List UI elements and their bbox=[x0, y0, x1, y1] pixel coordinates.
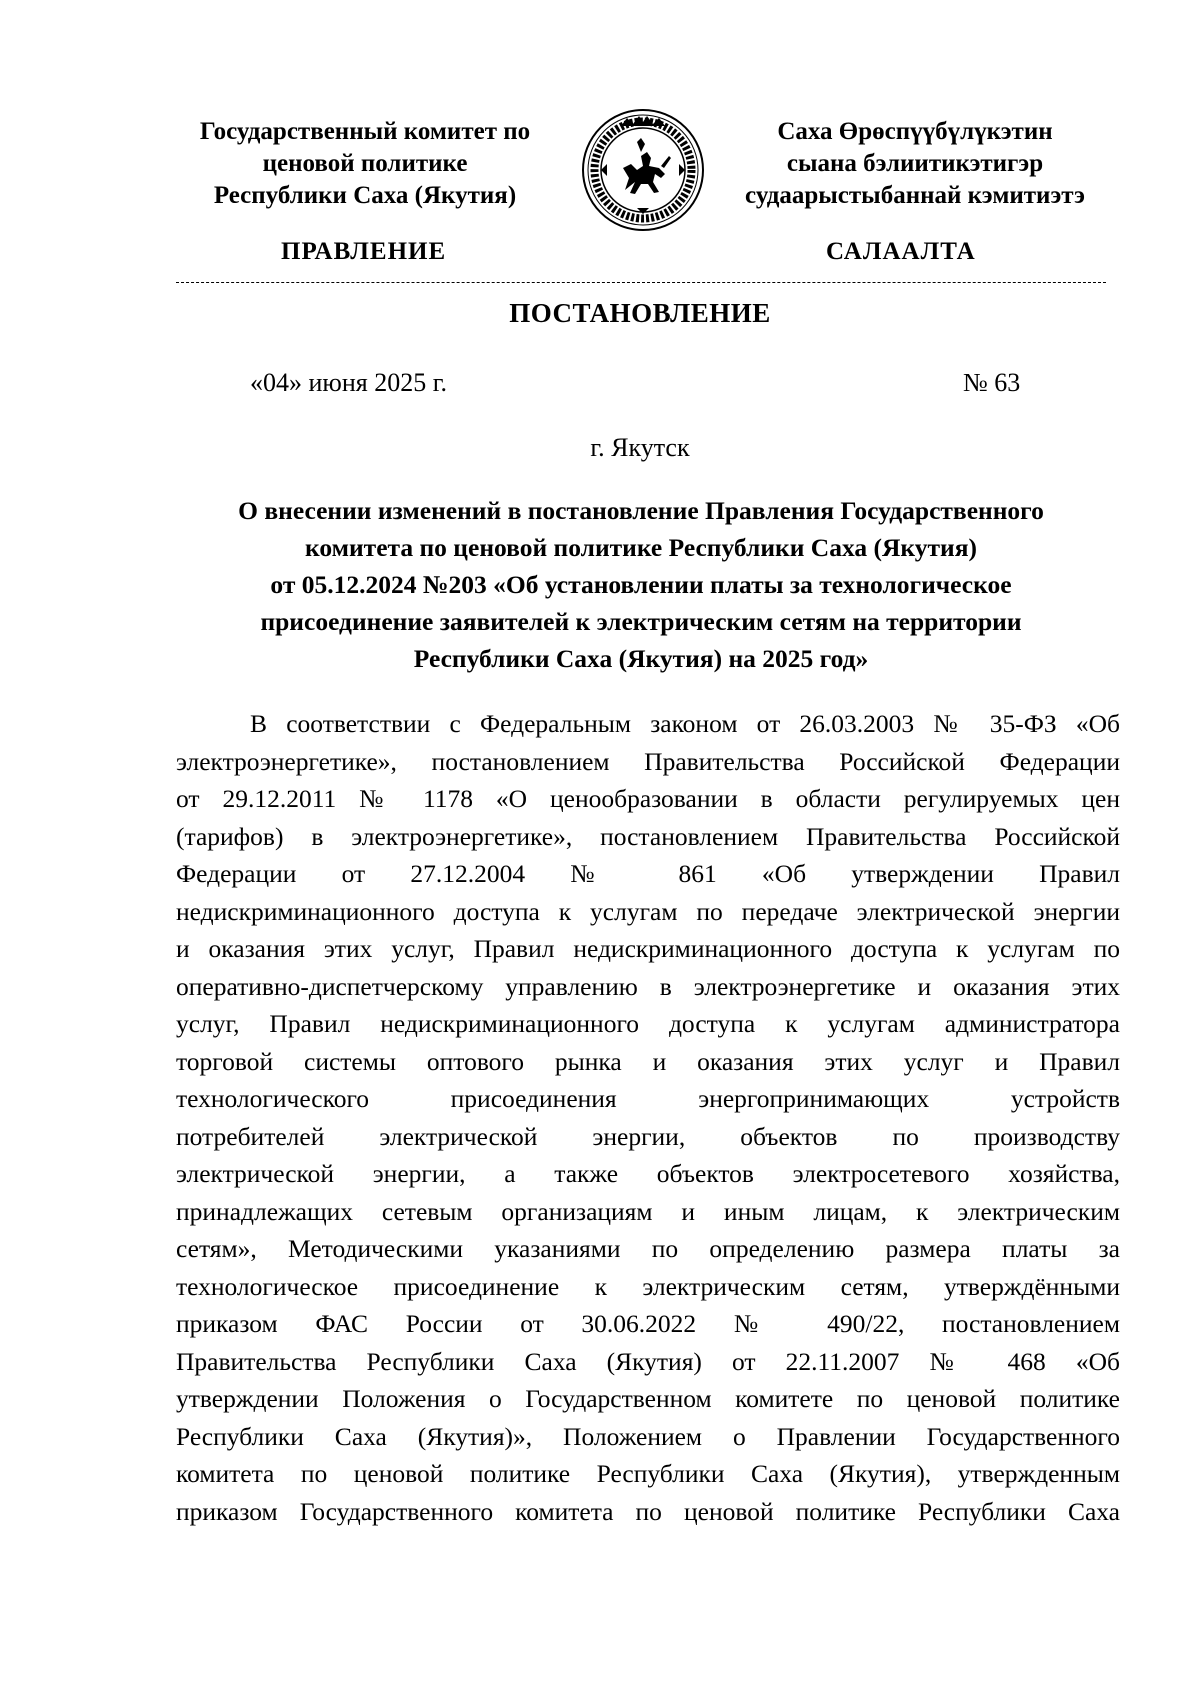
document-date: «04» июня 2025 г. bbox=[250, 368, 447, 397]
body-line: от 29.12.2011 № 1178 «О ценообразовании в области регулируемых цен bbox=[176, 784, 1120, 813]
body-line: принадлежащих сетевым организациям и иным лицам, к электрическим bbox=[176, 1196, 1120, 1226]
title-line: О внесении изменений в постановление Правления Государственного bbox=[238, 496, 1044, 525]
title-line: от 05.12.2024 №203 «Об установлении платы за технологическое bbox=[270, 570, 1012, 599]
body-line: электроэнергетике», постановлением Правительства Российской Федерации bbox=[176, 746, 1120, 776]
body-line: Республики Саха (Якутия)», Положением о Правлении Государственного bbox=[176, 1421, 1120, 1451]
body-line: потребителей электрической энергии, объектов по производству bbox=[176, 1121, 1120, 1151]
document-number: № 63 bbox=[963, 368, 1021, 397]
org-sakha-line: Саха Өрөспүүбүлүкэтин bbox=[777, 118, 1053, 145]
header-divider bbox=[176, 282, 1106, 283]
document-city: г. Якутск bbox=[590, 433, 690, 462]
body-line: приказом ФАС России от 30.06.2022 № 490/22, постановлением bbox=[176, 1309, 1120, 1338]
org-ru-line: Государственный комитет по bbox=[199, 118, 531, 145]
coat-of-arms-emblem-icon bbox=[581, 108, 705, 232]
body-line: Федерации от 27.12.2004 № 861 «Об утверждении Правил bbox=[176, 859, 1120, 888]
organization-name-sakha bbox=[715, 116, 1115, 212]
document-title bbox=[176, 492, 1106, 677]
body-line: оперативно-диспетчерскому управлению в электроэнергетике и оказания этих bbox=[176, 971, 1120, 1001]
body-line: торговой системы оптового рынка и оказания этих услуг и Правил bbox=[176, 1046, 1120, 1076]
body-line: В соответствии с Федеральным законом от 26.03.2003 № 35-ФЗ «Об bbox=[250, 709, 1120, 738]
body-line: электрической энергии, а также объектов электросетевого хозяйства, bbox=[176, 1159, 1120, 1188]
body-line: услуг, Правил недискриминационного доступа к услугам администратора bbox=[176, 1009, 1120, 1038]
body-line: утверждении Положения о Государственном комитете по ценовой политике bbox=[176, 1384, 1120, 1413]
body-line: технологического присоединения энергопринимающих устройств bbox=[176, 1084, 1120, 1113]
document-body-paragraph bbox=[176, 705, 1120, 1530]
document-type-heading: ПОСТАНОВЛЕНИЕ bbox=[509, 298, 771, 328]
organization-name-russian bbox=[170, 116, 560, 212]
org-ru-line: ценовой политике bbox=[262, 150, 468, 177]
body-line: Правительства Республики Саха (Якутия) от 22.11.2007 № 468 «Об bbox=[176, 1346, 1120, 1376]
body-line: сетям», Методическими указаниями по определению размера платы за bbox=[176, 1234, 1120, 1263]
title-line: Республики Саха (Якутия) на 2025 год» bbox=[413, 644, 869, 673]
body-line: и оказания этих услуг, Правил недискриминационного доступа к услугам по bbox=[176, 934, 1120, 963]
body-line: приказом Государственного комитета по ценовой политике Республики Саха bbox=[176, 1496, 1120, 1526]
board-label-russian: ПРАВЛЕНИЕ bbox=[281, 238, 447, 265]
org-sakha-line: сыана бэлиитикэтигэр bbox=[786, 150, 1044, 177]
body-line: комитета по ценовой политике Республики Саха (Якутия), утвержденным bbox=[176, 1459, 1120, 1488]
title-line: комитета по ценовой политике Республики Саха (Якутия) bbox=[305, 533, 977, 562]
body-line: недискриминационного доступа к услугам по передаче электрической энергии bbox=[176, 896, 1120, 926]
org-sakha-line: судаарыстыбаннай кэмитиэтэ bbox=[745, 182, 1085, 209]
org-ru-line: Республики Саха (Якутия) bbox=[213, 182, 517, 209]
body-line: (тарифов) в электроэнергетике», постановлением Правительства Российской bbox=[176, 821, 1120, 851]
title-line: присоединение заявителей к электрическим сетям на территории bbox=[260, 607, 1022, 636]
body-line: технологическое присоединение к электрическим сетям, утверждёнными bbox=[176, 1271, 1120, 1301]
board-label-sakha: САЛААЛТА bbox=[826, 238, 976, 265]
